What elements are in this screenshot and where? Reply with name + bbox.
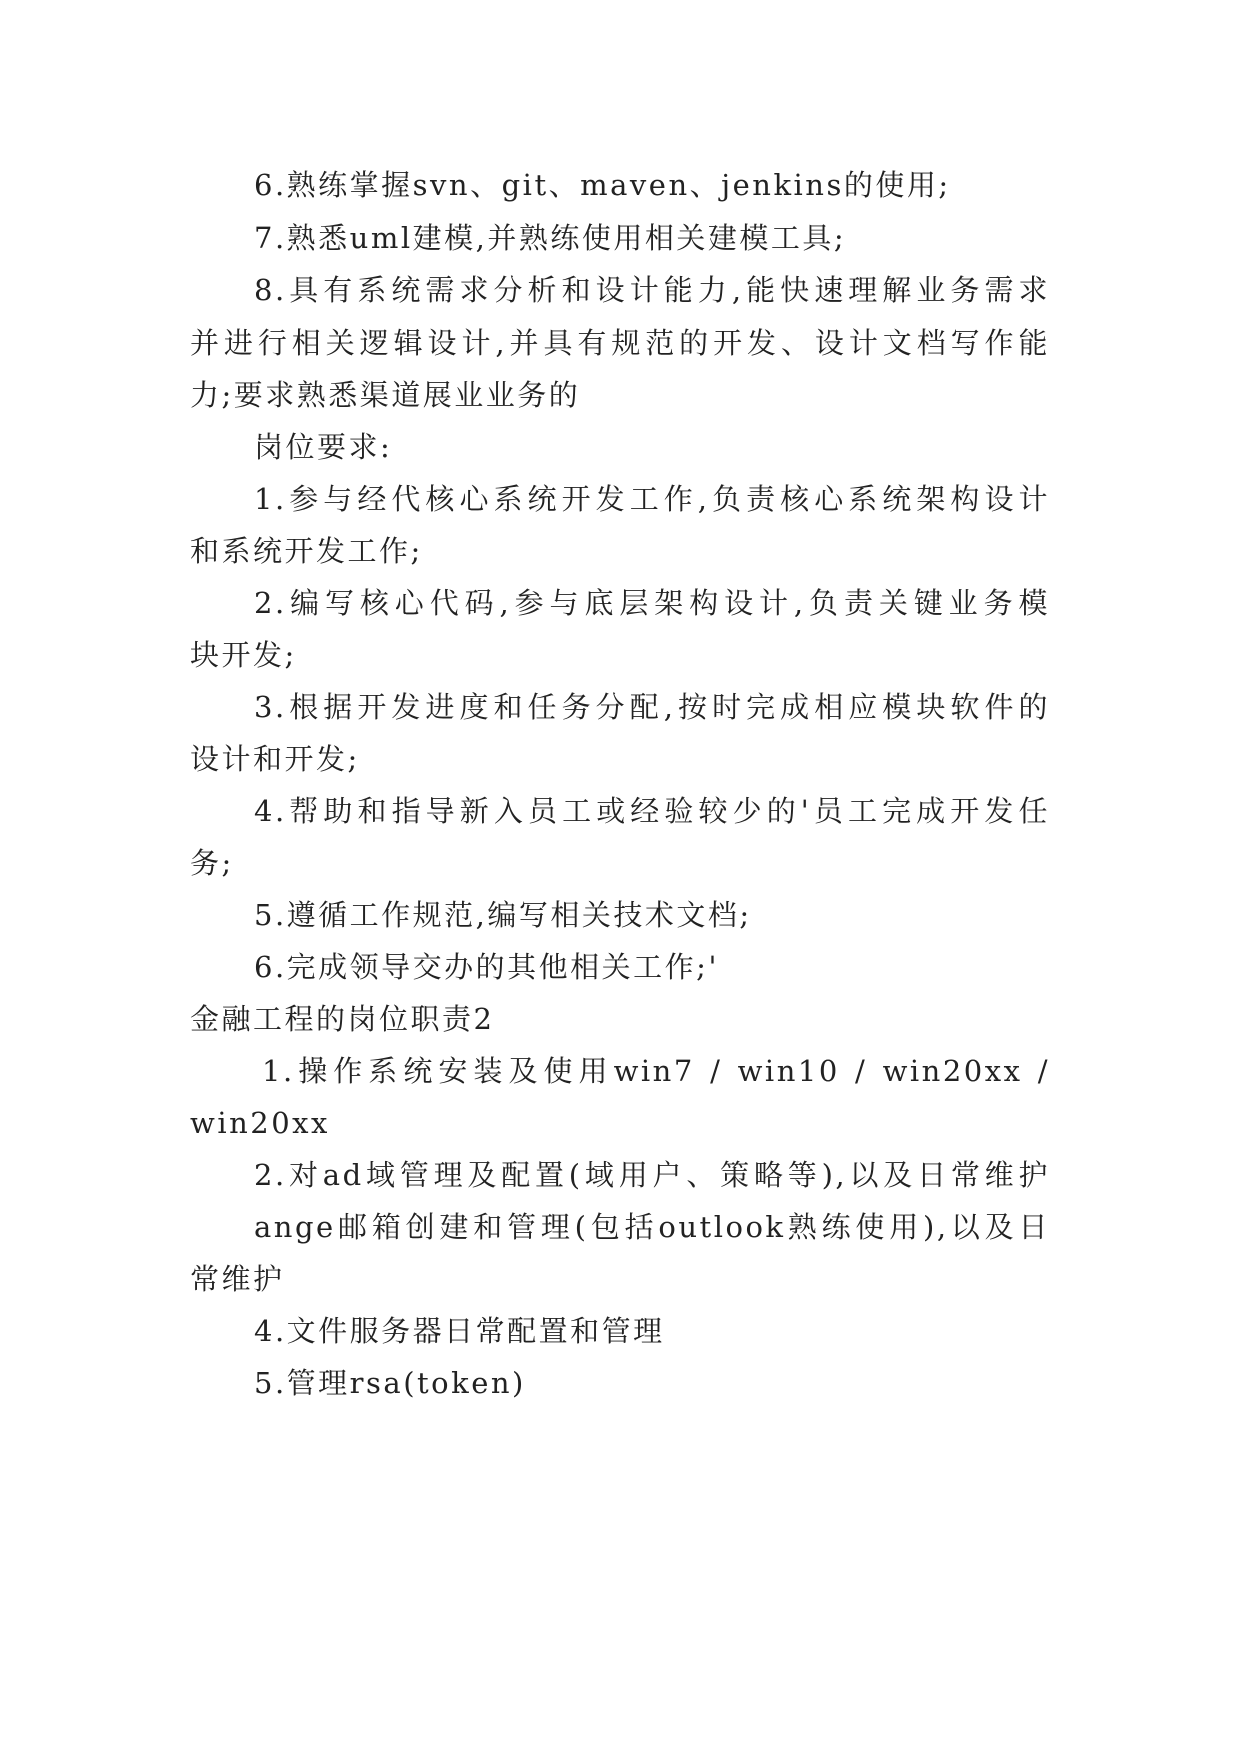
text-line: 设计和开发;: [190, 742, 360, 776]
text-line: 岗位要求:: [254, 430, 393, 464]
text-line: 和系统开发工作;: [190, 534, 423, 568]
text-line: 2.编写核心代码,参与底层架构设计,负责关键业务模: [254, 586, 1050, 620]
text-line: 8.具有系统需求分析和设计能力,能快速理解业务需求: [254, 273, 1050, 307]
text-line: 3.根据开发进度和任务分配,按时完成相应模块软件的: [254, 690, 1050, 724]
text-line: 1.操作系统安装及使用win7 / win10 / win20xx /: [262, 1054, 1050, 1088]
text-line: 务;: [190, 846, 234, 880]
section-heading: 金融工程的岗位职责2: [190, 1002, 495, 1036]
text-line: 2.对ad域管理及配置(域用户、策略等),以及日常维护: [254, 1158, 1050, 1192]
text-line: 7.熟悉uml建模,并熟练使用相关建模工具;: [254, 221, 847, 255]
text-line: 并进行相关逻辑设计,并具有规范的开发、设计文档写作能: [190, 326, 1050, 360]
text-line: ange邮箱创建和管理(包括outlook熟练使用),以及日: [254, 1210, 1050, 1244]
text-line: 4.帮助和指导新入员工或经验较少的'员工完成开发任: [254, 794, 1050, 828]
text-line: 1.参与经代核心系统开发工作,负责核心系统架构设计: [254, 482, 1050, 516]
text-line: win20xx: [190, 1106, 330, 1140]
text-line: 4.文件服务器日常配置和管理: [254, 1314, 665, 1348]
text-line: 5.管理rsa(token): [254, 1366, 526, 1400]
text-line: 6.完成领导交办的其他相关工作;': [254, 950, 719, 984]
text-line: 常维护: [190, 1262, 285, 1296]
text-line: 力;要求熟悉渠道展业业务的: [190, 378, 581, 412]
text-line: 块开发;: [190, 638, 297, 672]
text-line: 6.熟练掌握svn、git、maven、jenkins的使用;: [254, 168, 951, 202]
text-line: 5.遵循工作规范,编写相关技术文档;: [254, 898, 752, 932]
